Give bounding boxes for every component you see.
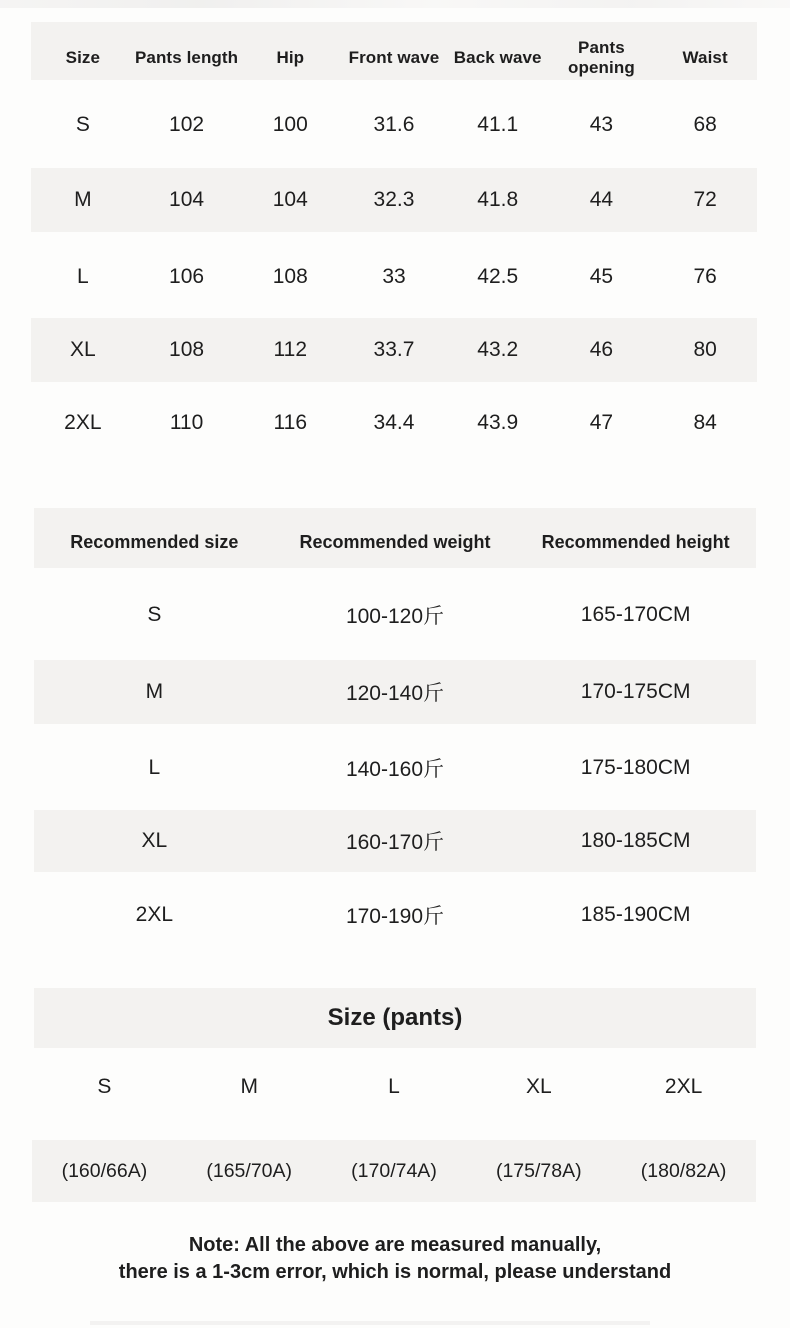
table-cell: 43 [589,113,614,136]
photo-edge-artifact [0,0,790,8]
table-cell: 84 [693,411,717,434]
size-pants-title: Size (pants) [327,1004,463,1031]
size-label: S [147,603,162,626]
table-cell: 175-180CM [580,756,691,779]
table-cell: 108 [169,338,205,361]
size-label: L [388,1075,400,1098]
measurement-row-s [31,95,757,155]
measurement-note [0,1232,790,1286]
table-cell: 110 [169,411,204,434]
table-cell: 68 [693,113,717,136]
header-cell-waist: Waist [682,47,728,67]
table-cell: 46 [589,338,614,361]
table-cell: 104 [272,188,308,211]
table-cell: 41.8 [477,188,519,211]
table-cell: 160-170斤 [345,831,445,854]
header-cell-pants-length: Pants length [134,47,239,67]
measurement-row-2xl [31,393,757,453]
table-cell: 47 [589,411,614,434]
table-cell: 102 [169,113,205,136]
header-cell-recommended-height: Recommended height [541,531,730,552]
size-label: S [97,1075,112,1098]
measurement-row-xl [31,318,757,382]
size-label: XL [70,338,96,361]
table-cell: 165-170CM [580,603,691,626]
table-cell: 170-175CM [580,680,691,703]
measurement-row-l [31,247,757,307]
size-label: 2XL [135,903,174,926]
table-cell: 100 [272,113,308,136]
size-label: XL [525,1075,552,1098]
header-cell-size: Size [65,47,101,67]
table-cell: 32.3 [373,188,415,211]
measurement-table-header-row [31,22,757,80]
table-cell: (170/74A) [351,1159,437,1182]
table-cell: 116 [273,411,308,434]
table-cell: 180-185CM [580,829,691,852]
table-cell: 43.9 [477,411,519,434]
table-cell: (165/70A) [206,1159,293,1182]
table-cell: 72 [693,188,717,211]
size-label: S [75,113,90,136]
table-cell: 33.7 [373,338,415,361]
table-cell: 43.2 [477,338,519,361]
table-cell: 45 [589,265,614,288]
recommendation-table-header-row [34,508,756,568]
table-cell: 31.6 [373,113,415,136]
table-cell: 100-120斤 [345,605,445,628]
table-cell: 41.1 [477,113,519,136]
recommendation-row-s [34,585,756,645]
header-cell-recommended-weight: Recommended weight [299,531,491,552]
table-cell: 33 [382,265,406,288]
size-label: L [77,265,89,288]
header-cell-front-wave: Front wave [348,47,440,67]
table-cell: 170-190斤 [345,905,445,928]
size-pants-title-band [34,988,756,1048]
table-cell: 185-190CM [580,903,691,926]
table-cell: (180/82A) [640,1159,727,1182]
size-label: M [74,188,92,211]
size-label: M [240,1075,258,1098]
table-cell: (160/66A) [61,1159,148,1182]
table-cell: 76 [693,265,717,288]
recommendation-row-xl [34,810,756,872]
size-pants-sizes-row [32,1057,756,1117]
recommendation-row-l [34,738,756,798]
size-label: 2XL [664,1075,703,1098]
recommendation-row-2xl [34,885,756,945]
size-pants-specs-row [32,1140,756,1202]
size-label: L [148,756,161,779]
note-line-2: there is a 1-3cm error, which is normal, please understand [118,1261,672,1283]
table-cell: 44 [589,188,614,211]
table-cell: 104 [169,188,205,211]
photo-edge-artifact [90,1321,650,1325]
size-label: 2XL [64,411,102,434]
table-cell: 80 [693,338,717,361]
measurement-row-m [31,168,757,232]
header-cell-recommended-size: Recommended size [70,531,239,552]
table-cell: 120-140斤 [345,682,445,705]
recommendation-row-m [34,660,756,724]
note-line-1: Note: All the above are measured manually, [188,1234,602,1256]
size-label: M [145,680,164,703]
table-cell: 34.4 [373,411,415,434]
table-cell: 42.5 [477,265,519,288]
table-cell: 140-160斤 [345,758,445,781]
header-cell-back-wave: Back wave [453,47,542,67]
header-cell-hip: Hip [276,47,305,67]
table-cell: 108 [272,265,308,288]
size-label: XL [141,829,168,852]
table-cell: (175/78A) [495,1159,582,1182]
table-cell: 106 [169,265,205,288]
header-cell-pants-opening: Pants opening [568,37,635,77]
table-cell: 112 [273,338,308,361]
